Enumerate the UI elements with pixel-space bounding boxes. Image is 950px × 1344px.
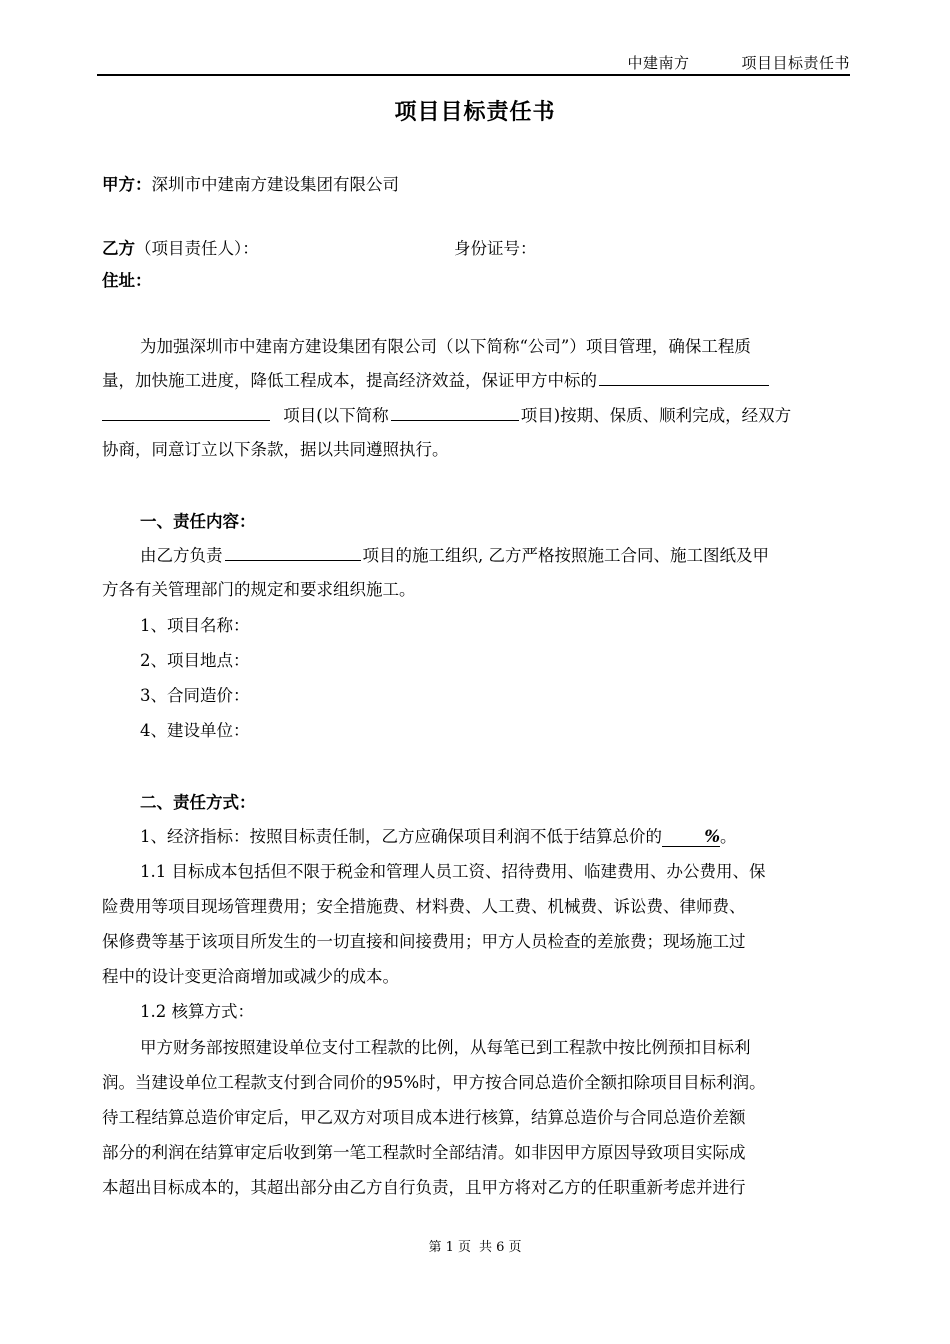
page-header	[627, 52, 850, 73]
section-2-heading: 二、责任方式：	[140, 793, 256, 812]
clause-1-1-line-3: 保修费等基于该项目所发生的一切直接和间接费用；甲方人员检查的差旅费；现场施工过	[102, 932, 746, 951]
party-a-line	[102, 171, 850, 195]
clause-1-1-line-4: 程中的设计变更洽商增加或减少的成本。	[102, 967, 399, 986]
clause-1-1-line-1: 1.1 目标成本包括但不限于税金和管理人员工资、招待费用、临建费用、办公费用、保	[140, 862, 766, 881]
intro-line-3-b: 项目)按期、保质、顺利完成，经双方	[520, 406, 792, 425]
section-1-heading: 一、责任内容：	[140, 512, 256, 531]
document-title: 项目目标责任书	[394, 99, 556, 125]
intro-line-1: 为加强深圳市中建南方建设集团有限公司（以下简称“公司”）项目管理，确保工程质	[140, 337, 751, 356]
id-number-label: 身份证号：	[454, 239, 537, 258]
header-company: 中建南方	[627, 54, 690, 72]
page-number: 第 1 页	[428, 1240, 471, 1255]
clause-1-2-line-3: 待工程结算总造价审定后，甲乙双方对项目成本进行核算，结算总造价与合同总造价差额	[102, 1108, 746, 1127]
header-rule	[97, 74, 850, 76]
responsible-project-blank	[225, 544, 361, 561]
profit-percent-blank: %	[662, 827, 720, 847]
section-1-line-1-a: 由乙方负责	[140, 546, 223, 565]
party-b-label: 乙方	[102, 239, 135, 258]
economic-indicator-line	[140, 823, 850, 847]
intro-line-3	[102, 402, 850, 426]
project-name-item: 1、项目名称：	[140, 616, 250, 635]
section-1-line-1	[140, 542, 850, 566]
project-blank-1	[599, 369, 769, 386]
page-total: 共 6 页	[479, 1240, 522, 1255]
party-b-sub: （项目责任人）：	[135, 239, 259, 258]
intro-line-3-a: 项目(以下简称	[283, 406, 389, 425]
economic-indicator-text: 1、经济指标：按照目标责任制，乙方应确保项目利润不低于结算总价的	[140, 827, 662, 846]
project-blank-2	[102, 404, 270, 421]
party-a-name: 深圳市中建南方建设集团有限公司	[151, 175, 399, 194]
economic-indicator-end: 。	[720, 827, 737, 846]
construction-unit-item: 4、建设单位：	[140, 721, 250, 740]
clause-1-2-line-5: 本超出目标成本的，其超出部分由乙方自行负责，且甲方将对乙方的任职重新考虑并进行	[102, 1178, 746, 1197]
address-label: 住址：	[102, 271, 152, 290]
clause-1-2-line-1: 甲方财务部按照建设单位支付工程款的比例，从每笔已到工程款中按比例预扣目标利	[140, 1038, 751, 1057]
intro-line-2-text: 量，加快施工进度，降低工程成本，提高经济效益，保证甲方中标的	[102, 371, 597, 390]
clause-1-1-line-2: 险费用等项目现场管理费用；安全措施费、材料费、人工费、机械费、诉讼费、律师费、	[102, 897, 746, 916]
intro-line-4: 协商，同意订立以下条款，据以共同遵照执行。	[102, 440, 449, 459]
party-a-label: 甲方：	[102, 175, 152, 194]
clause-1-2-line-4: 部分的利润在结算审定后收到第一笔工程款时全部结清。如非因甲方原因导致项目实际成	[102, 1143, 746, 1162]
section-1-line-1-b: 项目的施工组织, 乙方严格按照施工合同、施工图纸及甲	[362, 546, 769, 565]
clause-1-2-line-2: 润。当建设单位工程款支付到合同价的95%时，甲方按合同总造价全额扣除项目目标利润。	[102, 1073, 766, 1092]
page-footer	[0, 1236, 950, 1255]
header-doc-name: 项目目标责任书	[741, 54, 850, 72]
project-short-name-blank	[391, 404, 519, 421]
intro-line-2	[102, 367, 850, 391]
section-1-line-2: 方各有关管理部门的规定和要求组织施工。	[102, 580, 416, 599]
party-b-line	[102, 235, 850, 259]
contract-price-item: 3、合同造价：	[140, 686, 250, 705]
project-location-item: 2、项目地点：	[140, 651, 250, 670]
clause-1-2-heading: 1.2 核算方式：	[140, 1002, 254, 1021]
